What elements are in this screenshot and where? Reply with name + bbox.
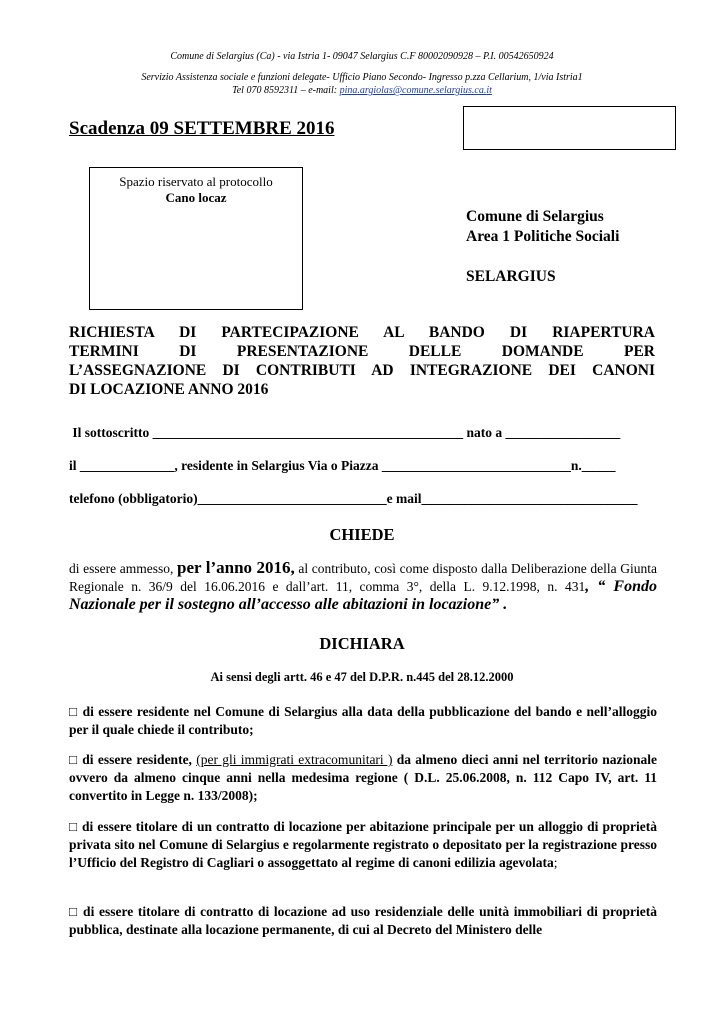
- chiede-paragraph: [69, 559, 657, 614]
- deadline-title: Scadenza 09 SETTEMBRE 2016: [69, 118, 335, 139]
- header-address-line: Comune di Selargius (Ca) - via Istria 1- 09047 Selargius C.F 80002090928 – P.I. 00542650924: [170, 51, 554, 62]
- title-line-4: DI LOCAZIONE ANNO 2016: [69, 381, 269, 398]
- item2-text-a: □ di essere residente,: [69, 752, 197, 767]
- header-contact-line: [0, 84, 724, 97]
- title-line-2: TERMINI DI PRESENTAZIONE DELLE DOMANDE PER: [69, 343, 655, 360]
- form-name-line[interactable]: Il sottoscritto ______________________________________________ nato a _________________: [69, 425, 621, 440]
- protocol-box: [89, 167, 303, 310]
- form-contact-line[interactable]: telefono (obbligatorio)____________________________e mail________________________________: [69, 491, 638, 506]
- chiede-fund-name: , “ Fondo Nazionale per il sostegno all’accesso alle abitazioni in locazione” .: [69, 578, 657, 613]
- chiede-year: per l’anno 2016,: [177, 558, 295, 577]
- chiede-text-a: di essere ammesso,: [69, 561, 177, 576]
- item2-text-c: da almeno dieci anni nel territorio nazionale ovvero da almeno cinque anni nella medesima regione ( D.L. 25.06.2008, n. 112 Capo IV, art. 11 convertito in Legge n. 133/2008);: [69, 752, 657, 803]
- form-residence-line[interactable]: il ______________, residente in Selargius Via o Piazza ____________________________n._____: [69, 458, 616, 473]
- chiede-text-c: al contributo, così come disposto dalla Deliberazione della Giunta Regionale n. 36/9 del 16.06.2016 e dall’art. 11, comma 3°, della L. 9.12.1998, n. 431: [69, 561, 657, 594]
- declaration-item-2[interactable]: [69, 751, 657, 805]
- chiede-heading: CHIEDE: [329, 525, 395, 544]
- declaration-item-3[interactable]: [69, 818, 657, 872]
- document-title: [69, 323, 655, 399]
- top-right-empty-box: [463, 106, 676, 150]
- recipient-line-3: SELARGIUS: [466, 268, 556, 285]
- title-line-1: RICHIESTA DI PARTECIPAZIONE AL BANDO DI RIAPERTURA: [69, 324, 655, 341]
- dichiara-subheading: Ai sensi degli artt. 46 e 47 del D.P.R. n.445 del 28.12.2000: [210, 670, 514, 684]
- email-link[interactable]: pina.argiolas@comune.selargius.ca.it: [339, 85, 492, 96]
- header-service-line: Servizio Assistenza sociale e funzioni delegate- Ufficio Piano Secondo- Ingresso p.zza Cellarium, 1/via Istria1: [141, 72, 583, 83]
- protocol-label: Spazio riservato al protocollo: [119, 174, 273, 189]
- dichiara-heading: DICHIARA: [319, 634, 405, 653]
- recipient-line-2: Area 1 Politiche Sociali: [466, 228, 620, 245]
- recipient-line-1: Comune di Selargius: [466, 208, 604, 225]
- item3-text-a: □ di essere titolare di un contratto di locazione per abitazione principale per un alloggio di proprietà privata sito nel Comune di Selargius e regolarmente registrato o depositato per la registrazione presso l’Ufficio del Registro di Cagliari o assoggettato al regime di canoni edilizia agevolata: [69, 819, 657, 870]
- protocol-code: Cano locaz: [165, 190, 227, 205]
- declaration-item-4[interactable]: □ di essere titolare di contratto di locazione ad uso residenziale delle unità immobiliari di proprietà pubblica, destinate alla locazione permanente, di cui al Decreto del Ministero delle: [69, 904, 657, 937]
- recipient-address: [466, 207, 619, 287]
- item3-text-b: ;: [553, 855, 558, 870]
- title-line-3: L’ASSEGNAZIONE DI CONTRIBUTI AD INTEGRAZIONE DEI CANONI: [69, 362, 655, 379]
- header-phone-text: Tel 070 8592311 – e-mail:: [232, 85, 340, 96]
- item2-immigrants-note: (per gli immigrati extracomunitari ): [196, 752, 393, 767]
- declaration-item-1[interactable]: □ di essere residente nel Comune di Selargius alla data della pubblicazione del bando e nell’alloggio per il quale chiede il contributo;: [69, 704, 657, 737]
